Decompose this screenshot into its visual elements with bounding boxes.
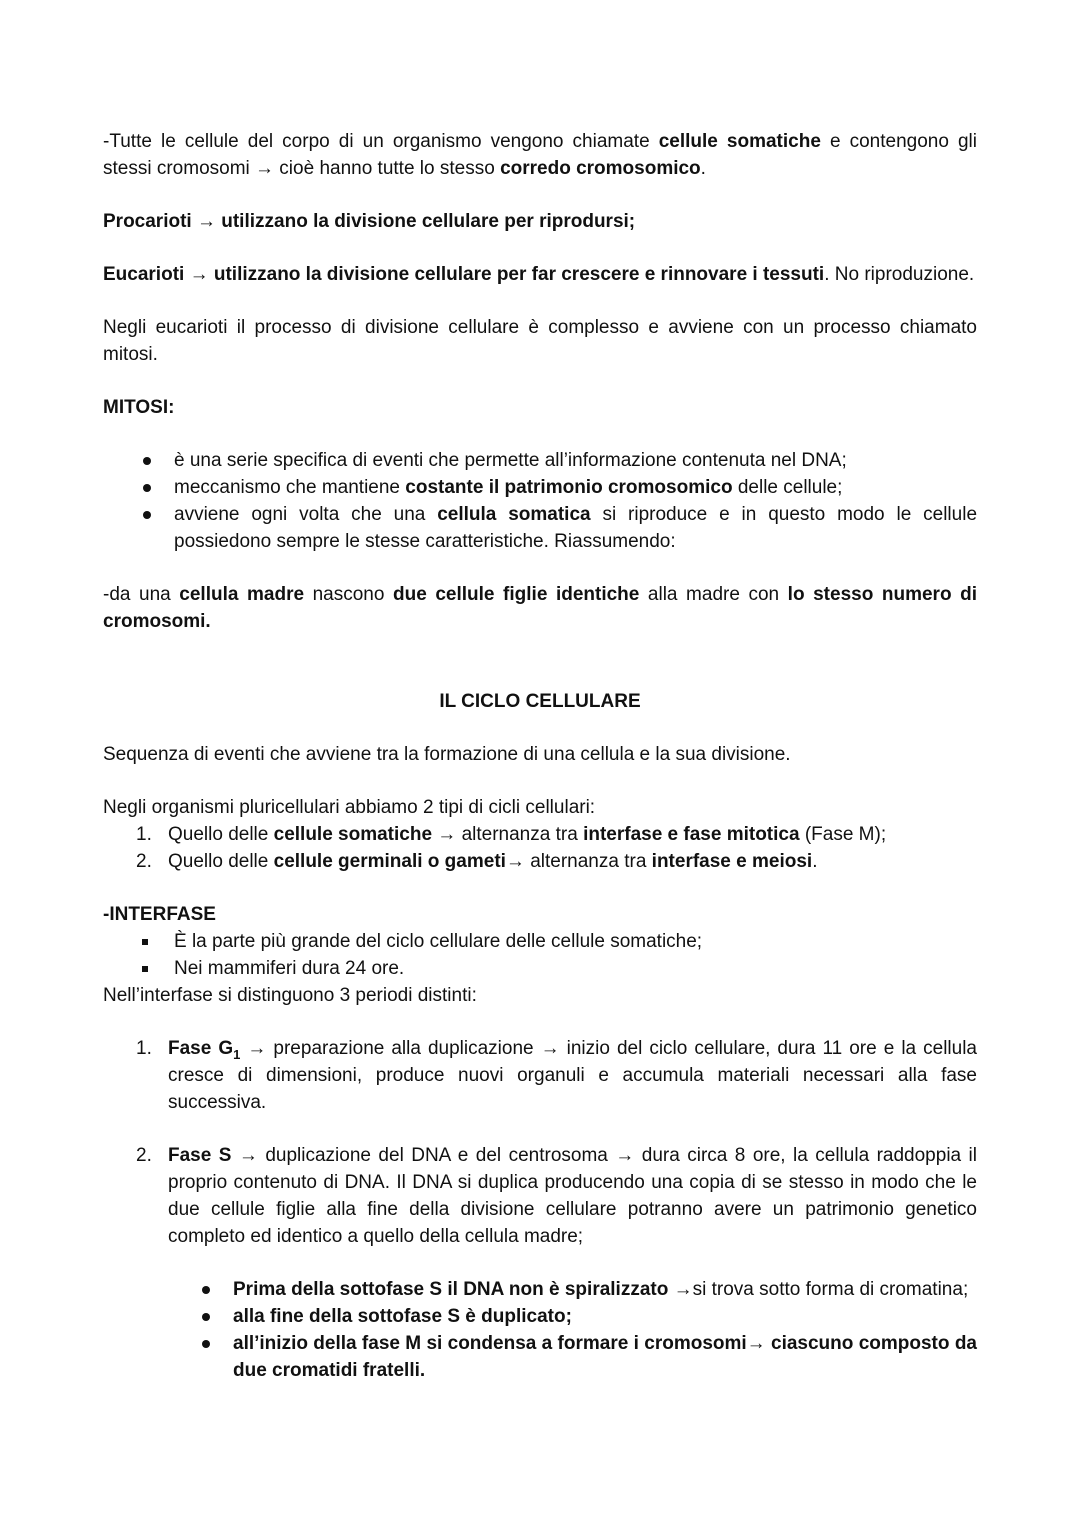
paragraph-cellula-madre: -da una cellula madre nascono due cellule figlie identiche alla madre con lo stesso numero di cromosomi. bbox=[103, 584, 977, 632]
heading-interfase: -INTERFASE bbox=[103, 904, 216, 925]
list-item: avviene ogni volta che una cellula somatica si riproduce e in questo modo le cellule possiedono sempre le stesse caratteristiche. Riassumendo: bbox=[103, 501, 977, 555]
list-item: Nei mammiferi dura 24 ore. bbox=[103, 955, 977, 982]
fase-g1-label: Fase $G_1$ bbox=[168, 1038, 241, 1062]
interfase-list bbox=[103, 928, 977, 982]
bullet-square-icon bbox=[142, 966, 148, 972]
paragraph-cellule-somatiche: -Tutte le cellule del corpo di un organismo vengono chiamate cellule somatiche e contengono gli stessi cromosomi → cioè hanno tutte lo stesso corredo cromosomico. bbox=[103, 131, 977, 179]
paragraph-tipi-intro: Negli organismi pluricellulari abbiamo 2 tipi di cicli cellulari: bbox=[103, 797, 596, 818]
bullet-dot-icon bbox=[202, 1313, 210, 1321]
document-page bbox=[103, 128, 977, 1384]
mitosi-bullet-list bbox=[103, 447, 977, 555]
list-item: 2. Quello delle cellule germinali o gameti→ alternanza tra interfase e meiosi. bbox=[136, 851, 818, 872]
paragraph-ciclo-definizione: Sequenza di eventi che avviene tra la formazione di una cellula e la sua divisione. bbox=[103, 744, 791, 765]
bullet-dot-icon bbox=[143, 484, 151, 492]
paragraph-eucarioti: Eucarioti → utilizzano la divisione cellulare per far crescere e rinnovare i tessuti. No riproduzione. bbox=[103, 264, 975, 285]
fasi-list bbox=[103, 1035, 977, 1250]
paragraph-procarioti: Procarioti → utilizzano la divisione cellulare per riprodursi; bbox=[103, 211, 636, 232]
bullet-square-icon bbox=[142, 939, 148, 945]
list-item: Prima della sottofase S il DNA non è spiralizzato →si trova sotto forma di cromatina; bbox=[103, 1276, 977, 1303]
bullet-dot-icon bbox=[202, 1340, 210, 1348]
list-item: È la parte più grande del ciclo cellulare delle cellule somatiche; bbox=[103, 928, 977, 955]
list-item: alla fine della sottofase S è duplicato; bbox=[103, 1303, 977, 1330]
bullet-dot-icon bbox=[143, 457, 151, 465]
section-title-ciclo-cellulare: IL CICLO CELLULARE bbox=[439, 691, 641, 712]
bullet-dot-icon bbox=[202, 1286, 210, 1294]
list-item: 1. Quello delle cellule somatiche → alternanza tra interfase e fase mitotica (Fase M); bbox=[136, 824, 887, 845]
heading-mitosi: MITOSI: bbox=[103, 397, 175, 418]
paragraph-periodi-intro: Nell’interfase si distinguono 3 periodi distinti: bbox=[103, 985, 477, 1006]
list-item: all’inizio della fase M si condensa a formare i cromosomi→ ciascuno composto da due cromatidi fratelli. bbox=[103, 1330, 977, 1384]
tipi-cicli-list bbox=[103, 821, 977, 875]
fase-s-bullet-list bbox=[103, 1276, 977, 1384]
list-item: 1. Fase $G_1$ → preparazione alla duplicazione → inizio del ciclo cellulare, dura 11 ore e la cellula cresce di dimensioni, produce nuovi organuli e accumula materiali necessari alla fase successiva. bbox=[136, 1038, 977, 1113]
list-item: è una serie specifica di eventi che permette all’informazione contenuta nel DNA; bbox=[103, 447, 977, 474]
paragraph-mitosi-intro: Negli eucarioti il processo di divisione cellulare è complesso e avviene con un processo chiamato mitosi. bbox=[103, 317, 977, 365]
bullet-dot-icon bbox=[143, 511, 151, 519]
list-item: meccanismo che mantiene costante il patrimonio cromosomico delle cellule; bbox=[103, 474, 977, 501]
list-item: 2. Fase S → duplicazione del DNA e del centrosoma → dura circa 8 ore, la cellula raddoppia il proprio contenuto di DNA. Il DNA si duplica producendo una copia di se stesso in modo che le due cellule figlie alla fine della divisione cellulare potranno avere un patrimonio genetico completo ed identico a quello della cellula madre; bbox=[136, 1145, 977, 1247]
